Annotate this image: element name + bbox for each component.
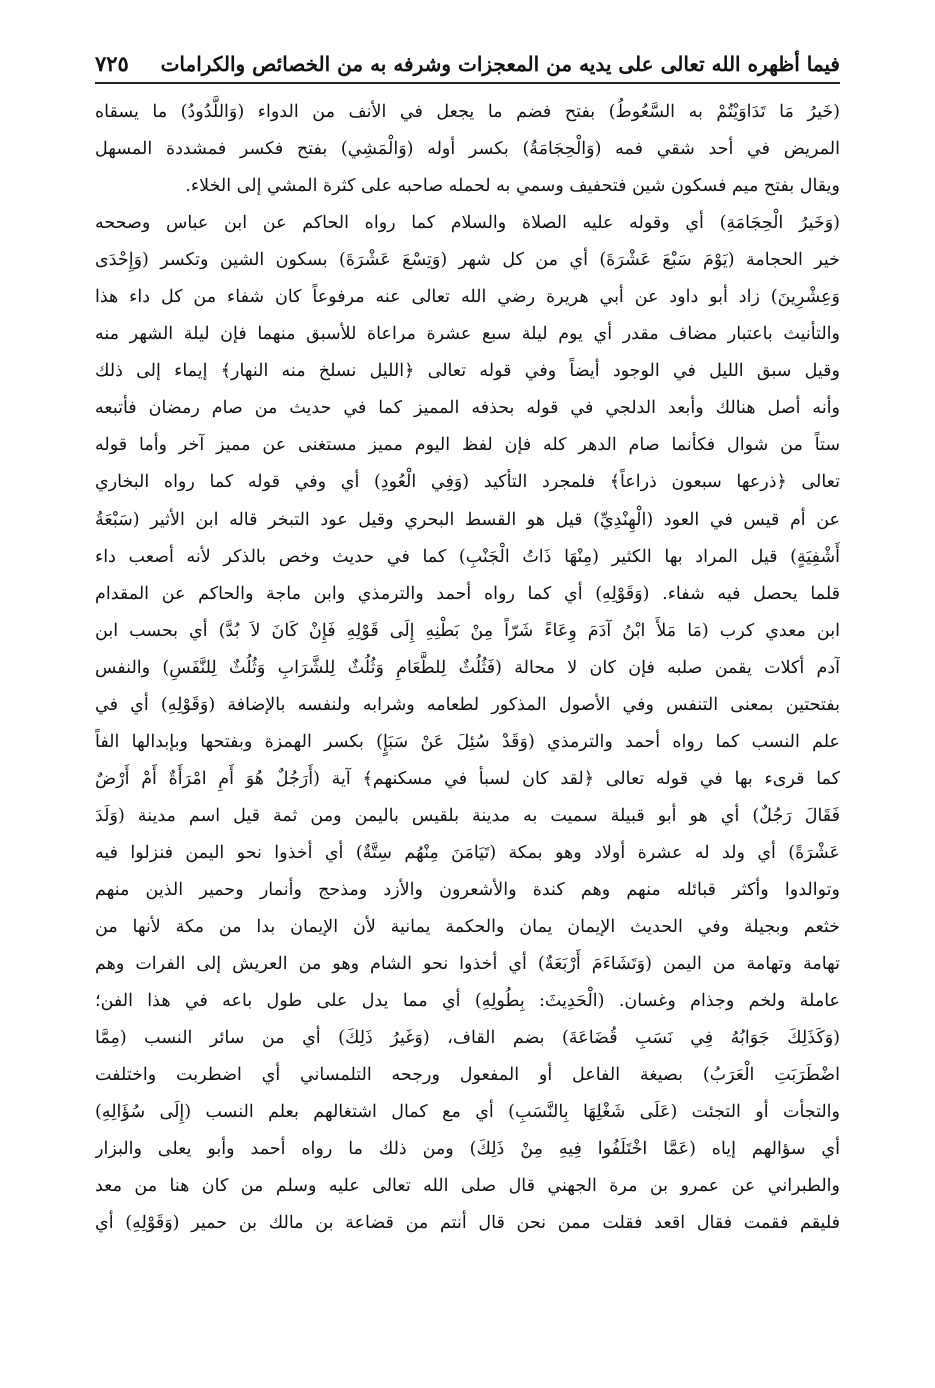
text-line: قلما يحصل فيه شفاء. (وَقَوْلِهِ) أي كما رواه أحمد والترمذي وابن ماجة والحاكم عن المقدام xyxy=(95,583,840,604)
text-line: ابن معدي كرب (مَا مَلأَ ابْنُ آدَمَ وِعَاءً شَرّاً مِنْ بَطْنِهِ إِلَى قَوْلِهِ فَإِنْ كَانَ لاَ بُدَّ) أي بحسب ابن xyxy=(95,620,840,641)
body-text xyxy=(95,94,840,1242)
text-line: وقيل سبق الليل في الوجود أيضاً وفي قوله تعالى ﴿الليل نسلخ منه النهار﴾ إيماء إلى ذلك xyxy=(95,361,840,382)
text-line: أَشْفِيَةٍ) قيل المراد بها الكثير (مِنْهَا ذَاتُ الْجَنْبِ) كما في حديث وخص بالذكر لأنه أصعب داء xyxy=(95,546,840,567)
text-line: والطبراني عن عمرو بن مرة الجهني قال صلى الله تعالى عليه وسلم من كان هنا من معد xyxy=(95,1176,840,1197)
text-line: ستاً من شوال فكأنما صام الدهر كله فإن لفظ اليوم مميز مستغنى عن مميز آخر وأما قوله xyxy=(95,435,840,456)
text-line: والتجأت أو التجئت (عَلَى شَغْلِهَا بِالنَّسَبِ) أي مع كمال اشتغالهم بعلم النسب (إِلَى سُؤَالِهِ) xyxy=(95,1102,840,1123)
running-header-title: فيما أظهره الله تعالى على يديه من المعجزات وشرفه به من الخصائص والكرامات xyxy=(160,52,840,76)
text-line: عاملة ولخم وجذام وغسان. (الْحَدِيثَ: بِطُولِهِ) أي مما يدل على طول باعه في هذا الفن؛ xyxy=(95,991,840,1012)
text-line: كما قرىء بها في قوله تعالى ﴿لقد كان لسبأ في مسكنهم﴾ آية (أَرَجُلٌ هُوَ أَمِ امْرَأَةٌ أَمْ أَرْضٌ xyxy=(95,768,840,789)
text-line: آدم أكلات يقمن صلبه فإن كان لا محالة (فَثُلُثٌ لِلطَّعَامِ وَثُلُثٌ لِلشَّرَابِ وَثُلُثٌ لِلنَّفَسِ) والنفس xyxy=(95,657,840,678)
text-line: فَقَالَ رَجُلٌ) أي هو أبو قبيلة سميت به مدينة بلقيس باليمن ومن ثمة قيل اسم مدينة (وَلَدَ xyxy=(95,805,840,826)
text-line: تهامة وتهامة من اليمن (وَتَشَاءَمَ أَرْبَعَةٌ) أي أخذوا نحو الشام وهو من العريش إلى الفرات وهم xyxy=(95,954,840,975)
text-line: عن أم قيس في العود (الْهِنْدِيِّ) قيل هو القسط البحري وقيل عود التبخر قاله ابن الأثير (سَبْعَةُ xyxy=(95,509,840,530)
text-line: خثعم وبجيلة وفي الحديث الإيمان يمان والحكمة يمانية لأن الإيمان بدا من مكة لأنها من xyxy=(95,917,840,938)
running-header xyxy=(95,30,840,84)
page-number: ٧٢٥ xyxy=(95,51,129,76)
text-line: فليقم فقمت فقال اقعد فقلت ممن نحن قال أنتم من قضاعة بن مالك بن حمير (وَقَوْلِهِ) أي xyxy=(95,1213,840,1234)
text-line: أي سؤالهم إياه (عَمَّا اخْتَلَفُوا فِيهِ مِنْ ذَلِكَ) ومن ذلك ما رواه أحمد وأبو يعلى والبزار xyxy=(95,1139,840,1160)
text-line: علم النسب كما رواه أحمد والترمذي (وَقَدْ سُئِلَ عَنْ سَبَإٍ) بكسر الهمزة وبفتحها وبإبدالها الفاً xyxy=(95,731,840,752)
text-line: عَشْرَةً) أي ولد له عشرة أولاد وهو بمكة (تَيَامَنَ مِنْهُم سِتَّةٌ) أي أخذوا نحو اليمن فنزلوا فيه xyxy=(95,842,840,863)
text-line: (وَخَيرُ الْحِجَامَةِ) أي وقوله عليه الصلاة والسلام كما رواه الحاكم عن ابن عباس وصححه xyxy=(95,213,840,234)
text-line: وتوالدوا وأكثر قبائله منهم وهم كندة والأشعرون والأزد ومذحج وأنمار وحمير الذين منهم xyxy=(95,879,840,900)
text-line: وأنه أصل هنالك وأبعد الدلجي في قوله بحذفه المميز كما في حديث من صام رمضان فأتبعه xyxy=(95,398,840,419)
text-line: (خَيرُ مَا تَدَاوَيْتُمْ به السَّعُوطُ) بفتح فضم ما يجعل في الأنف من الدواء (وَاللَّدُودُ) ما يسقاه xyxy=(95,102,840,122)
text-line: خير الحجامة (يَوْمَ سَبْعَ عَشْرَةَ) أي من كل شهر (وَتِسْعَ عَشْرَةَ) بسكون الشين وتكسر (وَإِحْدَى xyxy=(95,250,840,271)
text-line: والتأنيث باعتبار مضاف مقدر أي يوم ليلة سبع عشرة مراعاة للأسبق منهما فإن ليلة الشهر منه xyxy=(95,324,840,345)
text-line: المريض في أحد شقي فمه (وَالْحِجَامَةُ) بكسر أوله (وَالْمَشِي) بفتح فكسر فمشددة المسهل xyxy=(95,139,840,160)
text-line: بفتحتين بمعنى التنفس وفي الأصول المذكور لطعامه وشرابه ولنفسه بالإضافة (وَقَوْلِهِ) أي في xyxy=(95,694,840,715)
text-line: (وَكَذَلِكَ جَوَابُهُ فِي نَسَبِ قُضَاعَةَ) بضم القاف، (وَغَيرُ ذَلِكَ) أي من سائر النسب (مِمَّا xyxy=(95,1028,840,1049)
text-line: وَعِشْرِينَ) زاد أبو داود عن أبي هريرة رضي الله تعالى عنه مرفوعاً كان شفاء من كل داء هذا xyxy=(95,287,840,308)
text-line: تعالى ﴿ذرعها سبعون ذراعاً﴾ فلمجرد التأكيد (وَفِي الْعُودِ) أي وفي قوله كما رواه البخاري xyxy=(95,472,840,493)
text-line: ويقال بفتح ميم فسكون شين فتحفيف وسمي به لحمله صاحبه على كثرة المشي إلى الخلاء. xyxy=(185,176,840,197)
text-line: اضْطَرَبَتِ الْعَرَبُ) بصيغة الفاعل أو المفعول ورجحه التلمساني أي اضطربت واختلفت xyxy=(95,1065,840,1086)
